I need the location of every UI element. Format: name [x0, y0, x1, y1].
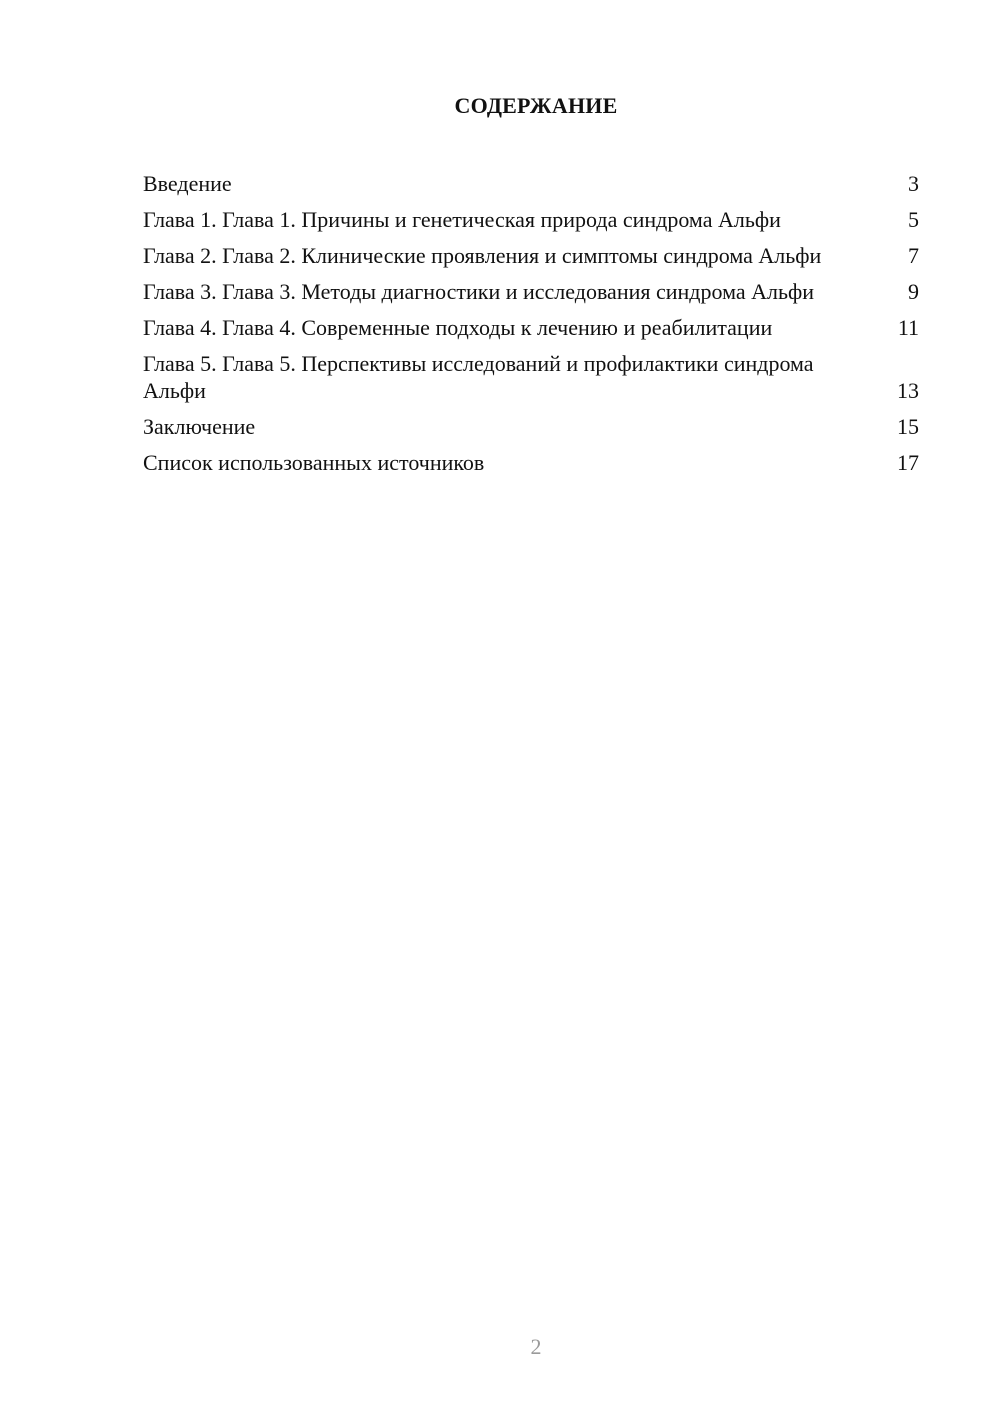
toc-entry	[143, 413, 919, 440]
toc-entry-page: 13	[897, 378, 919, 403]
table-of-contents	[143, 170, 919, 485]
page-title: СОДЕРЖАНИЕ	[454, 93, 618, 118]
page-number: 2	[530, 1334, 542, 1359]
toc-entry	[143, 170, 919, 197]
toc-entry-title: Введение	[143, 171, 232, 196]
toc-entry-page: 11	[897, 315, 919, 340]
toc-entry-page: 7	[908, 243, 919, 268]
toc-entry-title: Глава 3. Глава 3. Методы диагностики и исследования синдрома Альфи	[143, 279, 815, 304]
toc-entry-title: Глава 2. Глава 2. Клинические проявления и симптомы синдрома Альфи	[143, 243, 822, 268]
toc-entry	[143, 314, 919, 341]
toc-entry-page: 5	[908, 207, 919, 232]
toc-entry-title: Заключение	[143, 414, 256, 439]
toc-entry	[143, 449, 919, 476]
toc-entry-title: Глава 1. Глава 1. Причины и генетическая природа синдрома Альфи	[143, 207, 781, 232]
toc-entry	[143, 278, 919, 305]
toc-entry	[143, 206, 919, 233]
toc-entry-page: 17	[897, 450, 919, 475]
toc-entry-title: Список использованных источников	[143, 450, 485, 475]
toc-entry-page: 3	[908, 171, 919, 196]
toc-entry-title: Глава 4. Глава 4. Современные подходы к лечению и реабилитации	[143, 315, 773, 340]
toc-entry-title: Глава 5. Глава 5. Перспективы исследований и профилактики синдрома Альфи	[143, 351, 814, 403]
toc-entry	[143, 242, 919, 269]
toc-entry-page: 9	[908, 279, 919, 304]
toc-entry-page: 15	[897, 414, 919, 439]
toc-entry	[143, 350, 919, 404]
